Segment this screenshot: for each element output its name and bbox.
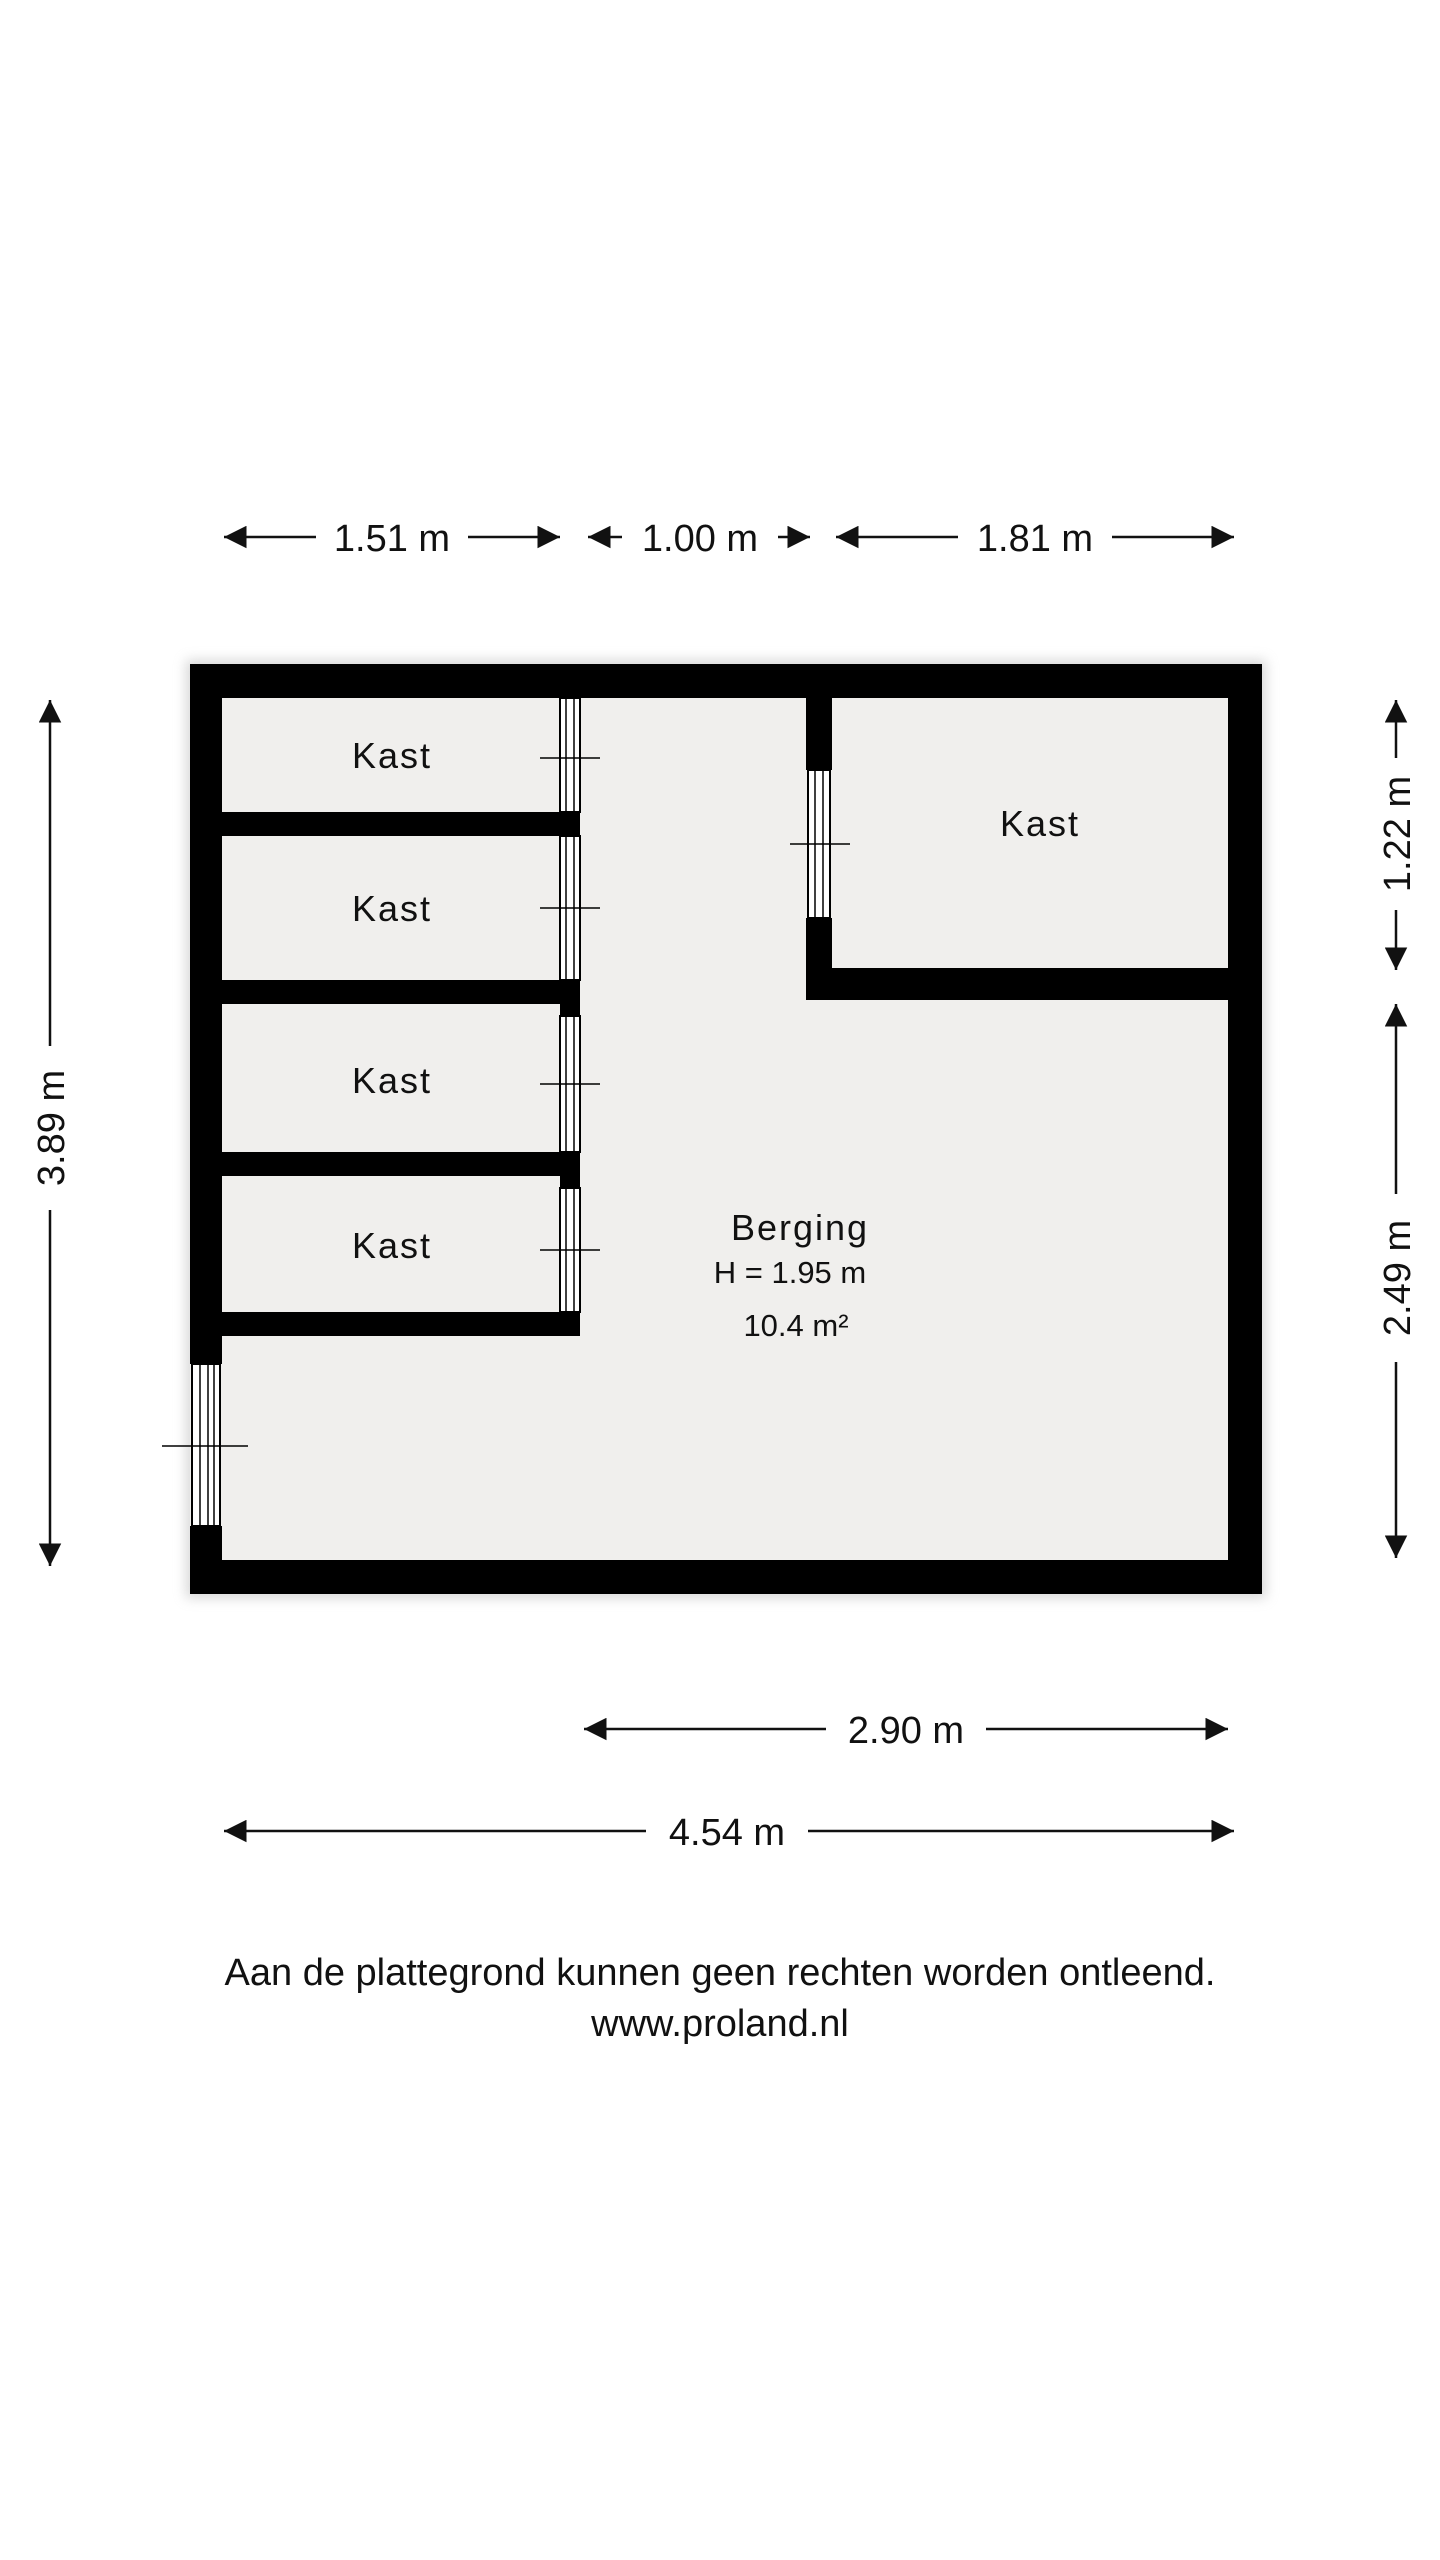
room-label-kast-1: Kast xyxy=(351,735,433,776)
website-link[interactable]: www.proland.nl xyxy=(591,2003,849,2045)
room-label-berging: Berging xyxy=(730,1207,870,1248)
room-label-kast-2: Kast xyxy=(351,888,433,929)
room-area: 10.4 m² xyxy=(743,1308,849,1343)
room-height: H = 1.95 m xyxy=(713,1255,867,1290)
wall-right xyxy=(1228,664,1262,1594)
floor xyxy=(190,664,1262,1594)
room-label-kast-4: Kast xyxy=(351,1225,433,1266)
kast-right-wall-bottom xyxy=(806,968,1228,1000)
wall-left-upper xyxy=(190,664,222,1364)
dimension-top-1: 1.51 m xyxy=(333,518,451,560)
kast-front-stub-3 xyxy=(560,1152,580,1188)
room-label-kast-right: Kast xyxy=(999,803,1081,844)
dimension-top-3: 1.81 m xyxy=(976,518,1094,560)
kast-divider-2 xyxy=(222,980,580,1004)
dimension-bottom-total: 4.54 m xyxy=(668,1812,786,1854)
dimension-right-top: 1.22 m xyxy=(1377,775,1419,893)
dimension-left-total: 3.89 m xyxy=(31,1069,73,1187)
kast-divider-1 xyxy=(222,812,580,836)
kast-divider-4 xyxy=(222,1312,580,1336)
kast-right-wall-upper xyxy=(806,698,832,770)
room-label-kast-3: Kast xyxy=(351,1060,433,1101)
kast-front-stub-1 xyxy=(560,812,580,836)
wall-bottom xyxy=(190,1560,1262,1594)
kast-divider-3 xyxy=(222,1152,580,1176)
wall-left-lower xyxy=(190,1526,222,1594)
kast-front-stub-2 xyxy=(560,980,580,1016)
dimension-top-2: 1.00 m xyxy=(641,518,759,560)
disclaimer-text: Aan de plattegrond kunnen geen rechten worden ontleend. xyxy=(224,1952,1216,1994)
wall-top xyxy=(190,664,1262,698)
dimension-bottom-inner: 2.90 m xyxy=(847,1710,965,1752)
dimension-right-bottom: 2.49 m xyxy=(1377,1219,1419,1337)
